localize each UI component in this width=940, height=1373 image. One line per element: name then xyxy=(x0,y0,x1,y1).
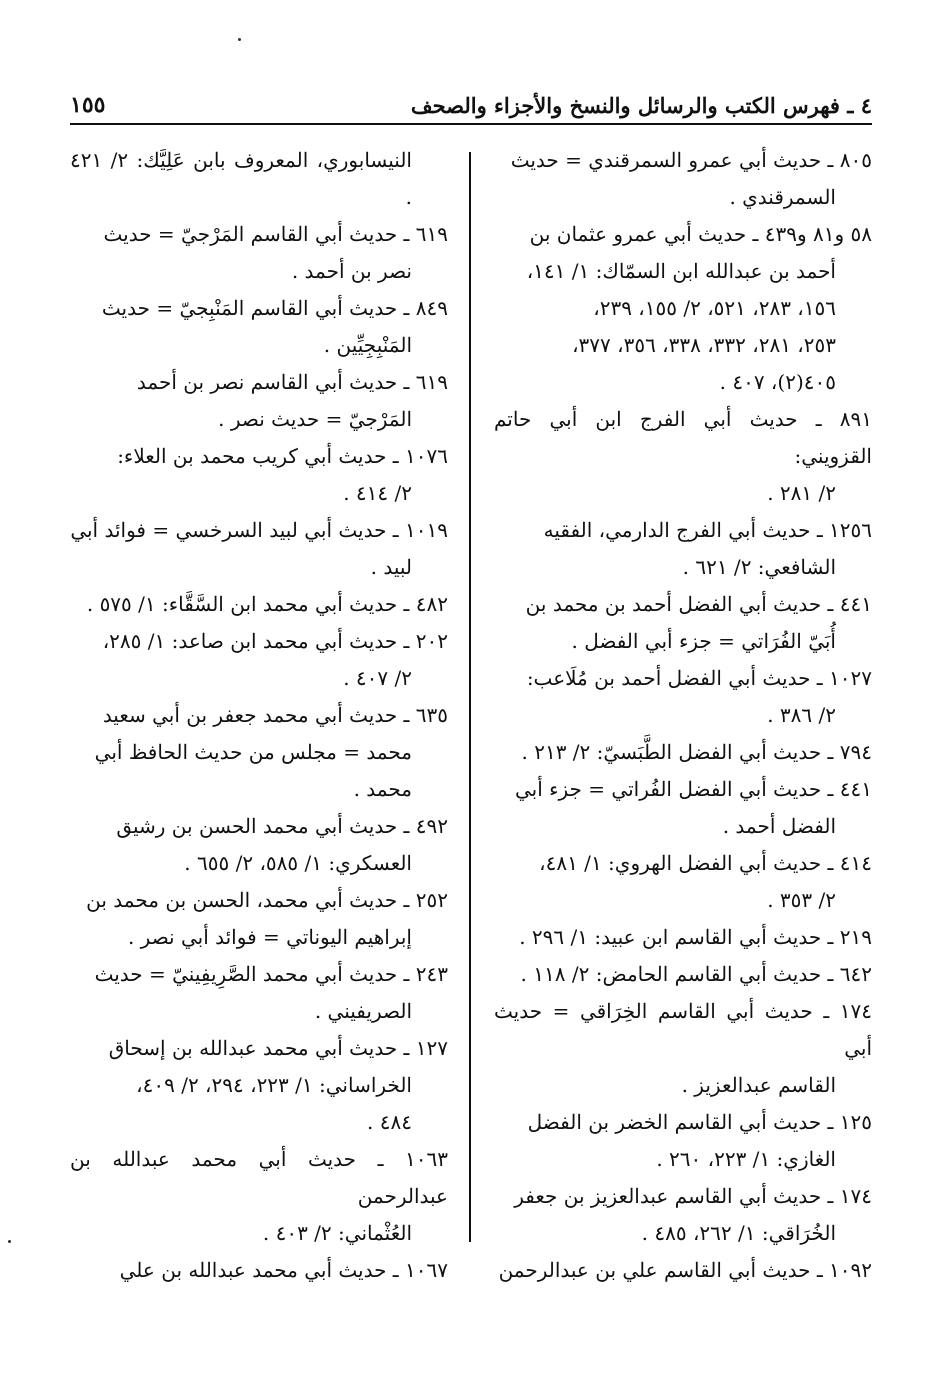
entry-first-line: ٢١٩ ـ حديث أبي القاسم ابن عبيد: ١/ ٢٩٦ . xyxy=(519,925,872,949)
index-entry xyxy=(494,660,872,734)
entry-continuation-line: ٢/ ٣٨٦ . xyxy=(767,703,836,727)
entry-first-line: ٨٤٩ ـ حديث أبي القاسم المَنْبِجيّ = حديث xyxy=(101,296,448,320)
index-entry xyxy=(70,364,448,438)
entry-continuation-line: العُثْماني: ٢/ ٤٠٣ . xyxy=(262,1221,412,1245)
index-entry xyxy=(494,586,872,660)
index-entry xyxy=(70,216,448,290)
entry-first-line: ٤١٤ ـ حديث أبي الفضل الهروي: ١/ ٤٨١، xyxy=(539,851,872,875)
index-entry xyxy=(494,401,872,512)
entry-continuation-line: أُبَيّ الفُرَاتي = جزء أبي الفضل . xyxy=(571,629,836,653)
entry-continuation-line: ٢/ ٢٨١ . xyxy=(767,481,836,505)
index-entry xyxy=(70,290,448,364)
entry-continuation-line: أحمد بن عبدالله ابن السمّاك: ١/ ١٤١، xyxy=(526,259,836,283)
index-entry xyxy=(70,438,448,512)
index-entry xyxy=(70,1141,448,1252)
index-entry xyxy=(494,919,872,956)
index-entry xyxy=(494,1104,872,1178)
entry-first-line: ٧٩٤ ـ حديث أبي الفضل الطَّبَسيّ: ٢/ ٢١٣ . xyxy=(521,740,872,764)
column-divider xyxy=(469,152,471,1242)
entry-first-line: ٥٨ و٨١ و٤٣٩ ـ حديث أبي عمرو عثمان بن xyxy=(529,222,872,246)
index-entry xyxy=(70,808,448,882)
entry-continuation-line: الفضل أحمد . xyxy=(722,814,836,838)
entry-first-line: ٤٩٢ ـ حديث أبي محمد الحسن بن رشيق xyxy=(116,814,448,838)
entry-continuation-line: محمد . xyxy=(353,777,412,801)
entry-first-line: ١٧٤ ـ حديث أبي القاسم عبدالعزيز بن جعفر xyxy=(514,1184,872,1208)
entry-first-line: ٤٤١ ـ حديث أبي الفضل أحمد بن محمد بن xyxy=(525,592,872,616)
entry-first-line: ٨٠٥ ـ حديث أبي عمرو السمرقندي = حديث xyxy=(510,148,872,172)
entry-first-line: ١٠٧٦ ـ حديث أبي كريب محمد بن العلاء: xyxy=(117,444,448,468)
entry-first-line: ٤٤١ ـ حديث أبي الفضل الفُراتي = جزء أبي xyxy=(514,777,872,801)
page-header xyxy=(70,78,872,118)
entry-continuation-line: ٢/ ٣٥٣ . xyxy=(767,888,836,912)
entry-first-line: ٦٣٥ ـ حديث أبي محمد جعفر بن أبي سعيد xyxy=(102,703,448,727)
index-entry xyxy=(70,512,448,586)
entry-continuation-line: القاسم عبدالعزيز . xyxy=(681,1073,836,1097)
entry-first-line: ٨٩١ ـ حديث أبي الفرج ابن أبي حاتم القزويني: xyxy=(494,407,872,468)
entry-continuation-line: إبراهيم اليوناتي = فوائد أبي نصر . xyxy=(127,925,412,949)
entry-continuation-line: المَنْبِجِيِّين . xyxy=(323,333,412,357)
running-head: ٤ ـ فهرس الكتب والرسائل والنسخ والأجزاء والصحف xyxy=(410,92,872,118)
entry-continuation-line: الخراساني: ١/ ٢٢٣، ٢٩٤، ٢/ ٤٠٩، xyxy=(136,1073,412,1097)
entry-first-line: ١٠٦٣ ـ حديث أبي محمد عبدالله بن عبدالرحمن xyxy=(70,1147,448,1208)
index-entry xyxy=(494,1178,872,1252)
entry-continuation-line: ١٥٦، ٢٨٣، ٥٢١، ٢/ ١٥٥، ٢٣٩، xyxy=(593,296,836,320)
entry-continuation-line: ٤٠٥(٢)، ٤٠٧ . xyxy=(719,370,836,394)
index-entry xyxy=(70,697,448,808)
entry-continuation-line: لبيد . xyxy=(370,555,412,579)
entry-first-line: ٦١٩ ـ حديث أبي القاسم نصر بن أحمد xyxy=(136,370,448,394)
index-entry xyxy=(494,771,872,845)
entry-continuation-line: العسكري: ١/ ٥٨٥، ٢/ ٦٥٥ . xyxy=(184,851,412,875)
entry-continuation-line: ٢/ ٤٠٧ . xyxy=(343,666,412,690)
entry-first-line: ١٠٩٢ ـ حديث أبي القاسم علي بن عبدالرحمن xyxy=(498,1258,872,1282)
entry-continuation-line: محمد = مجلس من حديث الحافظ أبي xyxy=(94,740,412,764)
index-entry xyxy=(70,623,448,697)
scan-speck xyxy=(8,1240,11,1243)
entry-continuation-line: نصر بن أحمد . xyxy=(291,259,412,283)
entry-first-line: ١٢٥٦ ـ حديث أبي الفرج الدارمي، الفقيه xyxy=(543,518,872,542)
entry-continuation-line: ٢٥٣، ٢٨١، ٣٣٢، ٣٣٨، ٣٥٦، ٣٧٧، xyxy=(572,333,836,357)
index-entry xyxy=(70,1252,448,1289)
entry-first-line: ٤٨٢ ـ حديث أبي محمد ابن السَّقَّاء: ١/ ٥٧٥ . xyxy=(86,592,448,616)
entry-continuation-line: النيسابوري، المعروف بابن عَلِيَّك: ٢/ ٤٢١ . xyxy=(70,148,412,209)
index-entry xyxy=(70,142,448,216)
entry-first-line: ١٠٦٧ ـ حديث أبي محمد عبدالله بن علي xyxy=(119,1258,448,1282)
right-column xyxy=(494,142,872,1289)
entry-first-line: ٦٤٢ ـ حديث أبي القاسم الحامض: ٢/ ١١٨ . xyxy=(520,962,872,986)
index-entry xyxy=(70,956,448,1030)
entry-continuation-line: السمرقندي . xyxy=(729,185,836,209)
entry-first-line: ٢٤٣ ـ حديث أبي محمد الصَّرِيفِينيّ = حديث xyxy=(94,962,448,986)
index-entry xyxy=(70,882,448,956)
entry-first-line: ١٠٢٧ ـ حديث أبي الفضل أحمد بن مُلَاعب: xyxy=(526,666,872,690)
entry-continuation-line: ٤٨٤ . xyxy=(367,1110,412,1134)
header-rule xyxy=(70,123,872,125)
entry-first-line: ٢٠٢ ـ حديث أبي محمد ابن صاعد: ١/ ٢٨٥، xyxy=(102,629,448,653)
entry-continuation-line: الصريفيني . xyxy=(314,999,412,1023)
index-entry xyxy=(70,1030,448,1141)
index-entry xyxy=(494,142,872,216)
scan-speck xyxy=(238,38,241,41)
entry-first-line: ١٠١٩ ـ حديث أبي لبيد السرخسي = فوائد أبي xyxy=(70,518,448,542)
index-entry xyxy=(70,586,448,623)
entry-first-line: ١٧٤ ـ حديث أبي القاسم الخِرَاقي = حديث أبي xyxy=(494,999,872,1060)
index-entry xyxy=(494,512,872,586)
entry-first-line: ٢٥٢ ـ حديث أبي محمد، الحسن بن محمد بن xyxy=(86,888,448,912)
index-entry xyxy=(494,734,872,771)
index-entry xyxy=(494,1252,872,1289)
entry-first-line: ٦١٩ ـ حديث أبي القاسم المَرْجيّ = حديث xyxy=(103,222,448,246)
index-entry xyxy=(494,845,872,919)
page-number: ١٥٥ xyxy=(70,91,106,118)
index-entry xyxy=(494,216,872,401)
index-entry xyxy=(494,993,872,1104)
entry-continuation-line: المَرْجيّ = حديث نصر . xyxy=(218,407,412,431)
index-entry xyxy=(494,956,872,993)
entry-continuation-line: ٢/ ٤١٤ . xyxy=(343,481,412,505)
entry-continuation-line: الشافعي: ٢/ ٦٢١ . xyxy=(682,555,836,579)
left-column xyxy=(70,142,448,1289)
entry-continuation-line: الغازي: ١/ ٢٢٣، ٢٦٠ . xyxy=(656,1147,836,1171)
entry-first-line: ١٢٧ ـ حديث أبي محمد عبدالله بن إسحاق xyxy=(108,1036,448,1060)
entry-continuation-line: الخُرَاقي: ١/ ٢٦٢، ٤٨٥ . xyxy=(641,1221,836,1245)
entry-first-line: ١٢٥ ـ حديث أبي القاسم الخضر بن الفضل xyxy=(527,1110,872,1134)
